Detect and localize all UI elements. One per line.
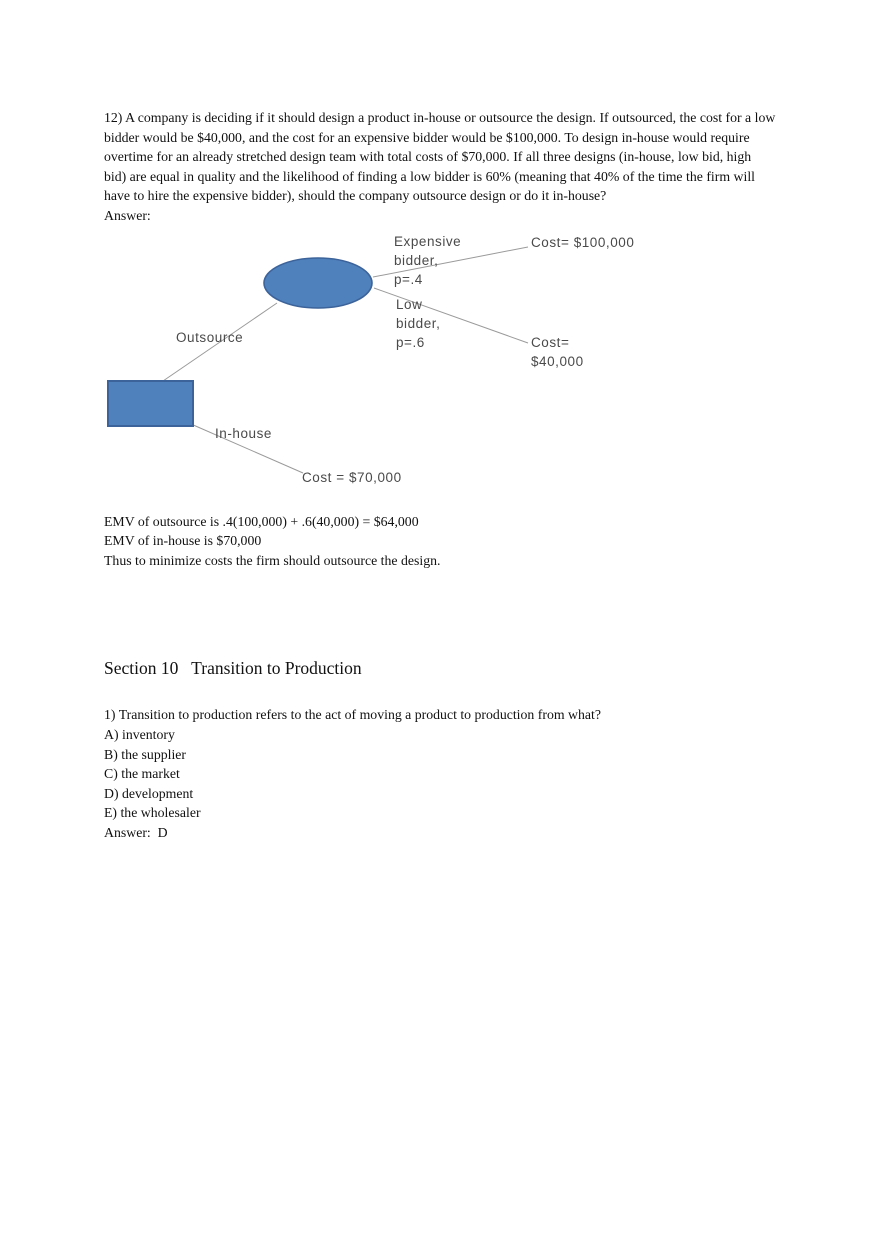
question-1-answer: Answer: D — [104, 824, 168, 840]
cost-low-label — [531, 333, 584, 371]
question-1-option-e: E) the wholesaler — [104, 805, 201, 821]
emv-inhouse-line: EMV of in-house is $70,000 — [104, 533, 262, 549]
low-bidder-probability: p=.6 — [396, 334, 425, 350]
question-1-block — [104, 705, 776, 842]
chance-node-ellipse — [264, 258, 372, 308]
question-1-option-b: B) the supplier — [104, 746, 186, 762]
expensive-bidder-label-line2: bidder, — [394, 252, 439, 268]
low-bidder-label-line2: bidder, — [396, 315, 441, 331]
cost-low-value-line1: Cost= — [531, 334, 570, 350]
question-1-option-a: A) inventory — [104, 726, 175, 742]
inhouse-branch-label: In-house — [215, 425, 272, 441]
section-10-heading: Section 10 Transition to Production — [104, 658, 362, 679]
emv-outsource-line: EMV of outsource is .4(100,000) + .6(40,000) = $64,000 — [104, 513, 419, 529]
expensive-bidder-probability: p=.4 — [394, 271, 423, 287]
expensive-bidder-label — [394, 232, 461, 289]
decision-node-rectangle — [108, 381, 193, 426]
cost-expensive-label — [531, 233, 634, 252]
question-1-option-c: C) the market — [104, 766, 180, 782]
cost-low-value-line2: $40,000 — [531, 353, 584, 369]
question-12-text: 12) A company is deciding if it should design a product in-house or outsource the design. If outsourced, the cost for a low bidder would be $40,000, and the cost for an expensive bidder would be $100,000. To design in-house would require overtime for an already stretched design team with total costs of $70,000. If all three designs (in-house, low bid, high bid) are equal in quality and the likelihood of finding a low bidder is 60% (meaning that 40% of the time the firm will have to hire the expensive bidder), should the company outsource design or do it in-house? — [104, 110, 776, 204]
low-bidder-label-line1: Low — [396, 296, 423, 312]
question-1-option-d: D) development — [104, 785, 194, 801]
expensive-bidder-label-line1: Expensive — [394, 233, 462, 249]
outsource-branch-label: Outsource — [176, 329, 244, 345]
cost-expensive-value: Cost= $100,000 — [531, 234, 635, 250]
conclusion-line: Thus to minimize costs the firm should outsource the design. — [104, 552, 441, 568]
cost-inhouse-label: Cost = $70,000 — [302, 469, 402, 485]
decision-tree-diagram — [0, 231, 880, 496]
question-1-text: 1) Transition to production refers to the act of moving a product to production from what? — [104, 707, 601, 723]
solution-block — [104, 512, 776, 571]
low-bidder-label — [396, 295, 440, 352]
question-12-answer-label: Answer: — [104, 207, 151, 223]
